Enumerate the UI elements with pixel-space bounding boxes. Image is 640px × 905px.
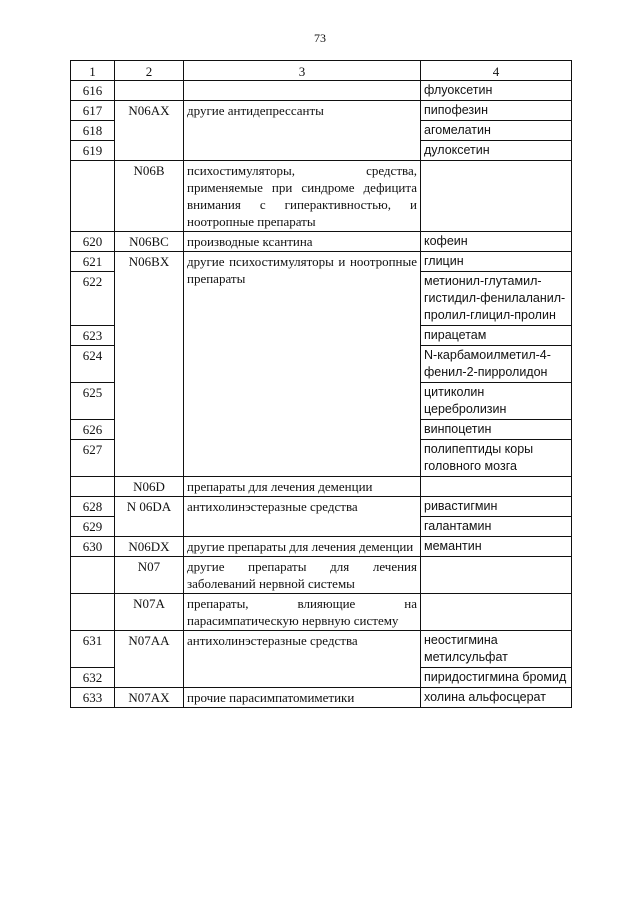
header-cell: 2 xyxy=(115,61,184,81)
drug-name xyxy=(421,477,572,497)
atc-code: N07 xyxy=(115,557,184,594)
group-description: препараты для лечения деменции xyxy=(184,477,421,497)
drug-name: ривастигмин xyxy=(421,497,572,517)
group-description: производные ксантина xyxy=(184,232,421,252)
row-number: 624 xyxy=(71,346,115,383)
table-row xyxy=(71,101,572,121)
row-number xyxy=(71,477,115,497)
row-number: 617 xyxy=(71,101,115,121)
drug-name: глицин xyxy=(421,252,572,272)
drug-name: агомелатин xyxy=(421,121,572,141)
row-number: 633 xyxy=(71,688,115,708)
header-cell: 4 xyxy=(421,61,572,81)
drug-name xyxy=(421,594,572,631)
group-description xyxy=(184,81,421,101)
atc-code xyxy=(115,81,184,101)
drug-name: дулоксетин xyxy=(421,141,572,161)
atc-code: N06AX xyxy=(115,101,184,161)
drug-name: цитиколин церебролизин xyxy=(421,383,572,420)
row-number: 622 xyxy=(71,272,115,326)
table-row xyxy=(71,161,572,232)
drug-name: неостигмина метилсульфат xyxy=(421,631,572,668)
table-row xyxy=(71,537,572,557)
atc-code: N07AX xyxy=(115,688,184,708)
header-cell: 1 xyxy=(71,61,115,81)
drug-name: мемантин xyxy=(421,537,572,557)
row-number xyxy=(71,594,115,631)
atc-code: N07A xyxy=(115,594,184,631)
header-row xyxy=(71,61,572,81)
row-number: 627 xyxy=(71,440,115,477)
drug-classification-table xyxy=(70,60,572,708)
page-number: 73 xyxy=(314,31,326,45)
row-number: 630 xyxy=(71,537,115,557)
group-description: прочие парасимпатомиметики xyxy=(184,688,421,708)
table-row xyxy=(71,594,572,631)
drug-name: метионил-глутамил-гистидил-фенилаланил-пролил-глицил-пролин xyxy=(421,272,572,326)
table-row xyxy=(71,557,572,594)
atc-code: N06BC xyxy=(115,232,184,252)
row-number: 628 xyxy=(71,497,115,517)
drug-name xyxy=(421,557,572,594)
row-number: 618 xyxy=(71,121,115,141)
drug-name: холина альфосцерат xyxy=(421,688,572,708)
atc-code: N07AA xyxy=(115,631,184,688)
group-description: другие антидепрессанты xyxy=(184,101,421,161)
drug-name: полипептиды коры головного мозга xyxy=(421,440,572,477)
drug-name: галантамин xyxy=(421,517,572,537)
row-number: 632 xyxy=(71,668,115,688)
atc-code: N06D xyxy=(115,477,184,497)
row-number xyxy=(71,161,115,232)
atc-code: N06BX xyxy=(115,252,184,477)
row-number: 616 xyxy=(71,81,115,101)
table-row xyxy=(71,477,572,497)
drug-name: пиридостигмина бромид xyxy=(421,668,572,688)
drug-name: пирацетам xyxy=(421,326,572,346)
header-cell: 3 xyxy=(184,61,421,81)
row-number xyxy=(71,557,115,594)
row-number: 621 xyxy=(71,252,115,272)
drug-name: N-карбамоилметил-4-фенил-2-пирролидон xyxy=(421,346,572,383)
drug-name: флуоксетин xyxy=(421,81,572,101)
atc-code: N06B xyxy=(115,161,184,232)
group-description: антихолинэстеразные средства xyxy=(184,497,421,537)
drug-name: винпоцетин xyxy=(421,420,572,440)
table-row xyxy=(71,688,572,708)
group-description: другие психостимуляторы и ноотропные препараты xyxy=(184,252,421,477)
table-row xyxy=(71,497,572,517)
atc-code: N 06DA xyxy=(115,497,184,537)
group-description: другие препараты для лечения деменции xyxy=(184,537,421,557)
drug-name: пипофезин xyxy=(421,101,572,121)
row-number: 626 xyxy=(71,420,115,440)
table-row xyxy=(71,631,572,668)
drug-name xyxy=(421,161,572,232)
row-number: 629 xyxy=(71,517,115,537)
table-row xyxy=(71,81,572,101)
group-description: антихолинэстеразные средства xyxy=(184,631,421,688)
table-row xyxy=(71,252,572,272)
group-description: другие препараты для лечения заболеваний нервной системы xyxy=(184,557,421,594)
table-row xyxy=(71,232,572,252)
atc-code: N06DX xyxy=(115,537,184,557)
group-description: препараты, влияющие на парасимпатическую нервную систему xyxy=(184,594,421,631)
drug-name: кофеин xyxy=(421,232,572,252)
row-number: 623 xyxy=(71,326,115,346)
row-number: 631 xyxy=(71,631,115,668)
row-number: 625 xyxy=(71,383,115,420)
row-number: 619 xyxy=(71,141,115,161)
row-number: 620 xyxy=(71,232,115,252)
group-description: психостимуляторы, средства, применяемые при синдроме дефицита внимания с гиперактивностью, и ноотропные препараты xyxy=(184,161,421,232)
